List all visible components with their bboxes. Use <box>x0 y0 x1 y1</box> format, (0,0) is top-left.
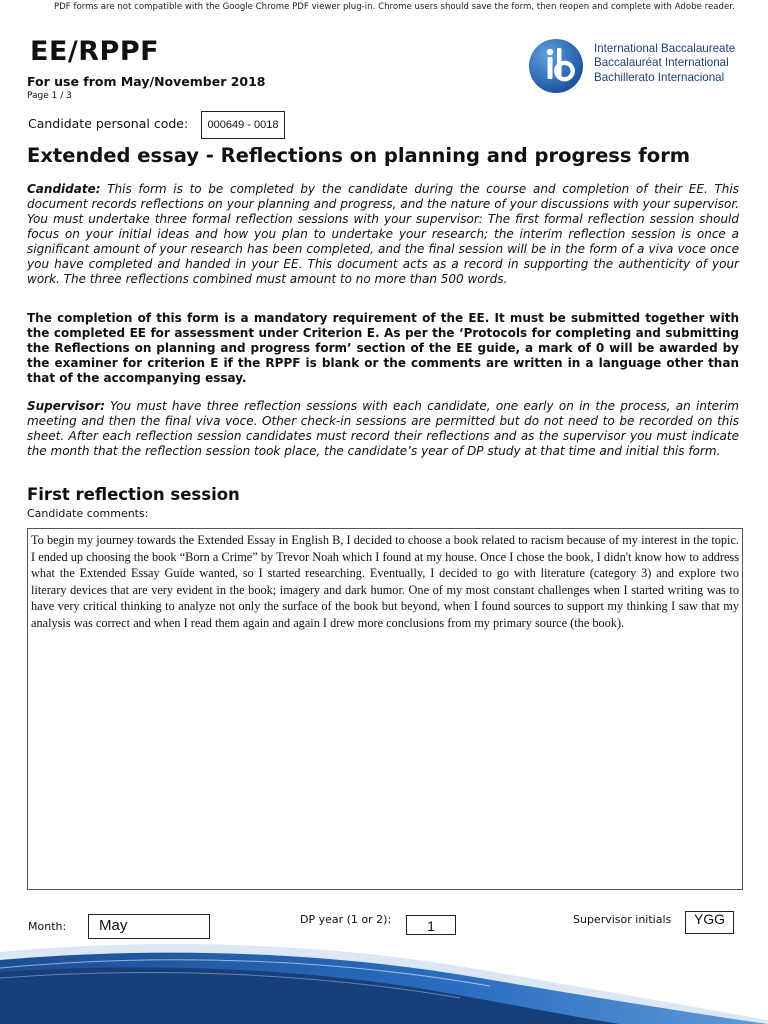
candidate-code-label: Candidate personal code: <box>28 116 189 131</box>
footer-wave-decoration <box>0 938 768 1024</box>
candidate-instructions-text: This form is to be completed by the candidate during the course and completion of their EE. This document records reflections on your planning and progress, and the nature of your discussions with your supervisor. You must undertake three formal reflection sessions with your supervisor: The first formal reflection session should focus on your initial ideas and how you plan to undertake your research; the interim reflection session is once a significant amount of your research has been completed, and the final session will be in the form of a viva voce once you have completed and handed in your EE. This document acts as a record in supporting the authenticity of your work. The three reflections combined must amount to no more than 500 words. <box>27 182 739 286</box>
dp-year-label: DP year (1 or 2): <box>300 913 392 926</box>
supervisor-initials-field[interactable]: YGG <box>685 911 734 934</box>
ib-logo <box>528 36 764 96</box>
dp-year-field[interactable]: 1 <box>406 915 456 935</box>
month-label: Month: <box>28 920 67 933</box>
logo-line-spanish: Bachillerato Internacional <box>594 70 725 84</box>
form-code: EE/RPPF <box>30 36 160 67</box>
mandatory-requirement-text: The completion of this form is a mandatory requirement of the EE. It must be submitted together with the completed EE for assessment under Criterion E. As per the ‘Protocols for completing and submitting the Reflections on planning and progress form’ section of the EE guide, a mark of 0 will be awarded by the examiner for criterion E if the RPPF is blank or the comments are written in a language other than that of the accompanying essay. <box>27 311 739 385</box>
first-reflection-title: First reflection session <box>27 485 240 504</box>
form-title: Extended essay - Reflections on planning and progress form <box>27 144 691 167</box>
supervisor-initials-label: Supervisor initials <box>573 913 672 926</box>
page-number: Page 1 / 3 <box>27 91 72 101</box>
candidate-instructions <box>27 182 739 287</box>
candidate-comments-field[interactable]: To begin my journey towards the Extended Essay in English B, I decided to choose a book related to racism because of my interest in the topic. I ended up choosing the book “Born a Crime” by Trevor Noah which I found at my house. Once I chose the book, I didn't know how to address what the Extended Essay Guide wanted, so I started researching. Eventually, I decided to go with literature (category 3) and explore two literary devices that are very evident in the book; imagery and dark humor. One of my most constant challenges when I started writing was to have very critical thinking to analyze not only the surface of the book but beyond, when I found sources to support my thinking I saw that my analysis was correct and when I read them again and again I drew more conclusions from my primary source (the book). <box>27 528 743 890</box>
logo-line-english: International Baccalaureate <box>594 42 736 55</box>
logo-line-french: Baccalauréat International <box>594 56 729 70</box>
ib-logo-text <box>594 42 735 85</box>
supervisor-instructions <box>27 399 739 459</box>
ib-logo-icon <box>528 38 584 94</box>
supervisor-instructions-text: You must have three reflection sessions with each candidate, one early on in the process, an interim meeting and then the final viva voce. Other check-in sessions are permitted but do not need to be recorded on this sheet. After each reflection session candidates must record their reflections and as the supervisor you must indicate the month that the reflection session took place, the candidate’s year of DP study at that time and initial this form. <box>27 399 739 458</box>
pdf-compatibility-notice: PDF forms are not compatible with the Google Chrome PDF viewer plug-in. Chrome users should save the form, then reopen and complete with Adobe reader. <box>54 2 735 12</box>
candidate-code-field[interactable]: 000649 - 0018 <box>201 111 285 139</box>
supervisor-label: Supervisor: <box>27 399 105 413</box>
use-from-date: For use from May/November 2018 <box>27 74 266 89</box>
candidate-label: Candidate: <box>27 182 101 196</box>
month-field[interactable]: May <box>88 914 210 939</box>
candidate-comments-label: Candidate comments: <box>27 507 149 520</box>
